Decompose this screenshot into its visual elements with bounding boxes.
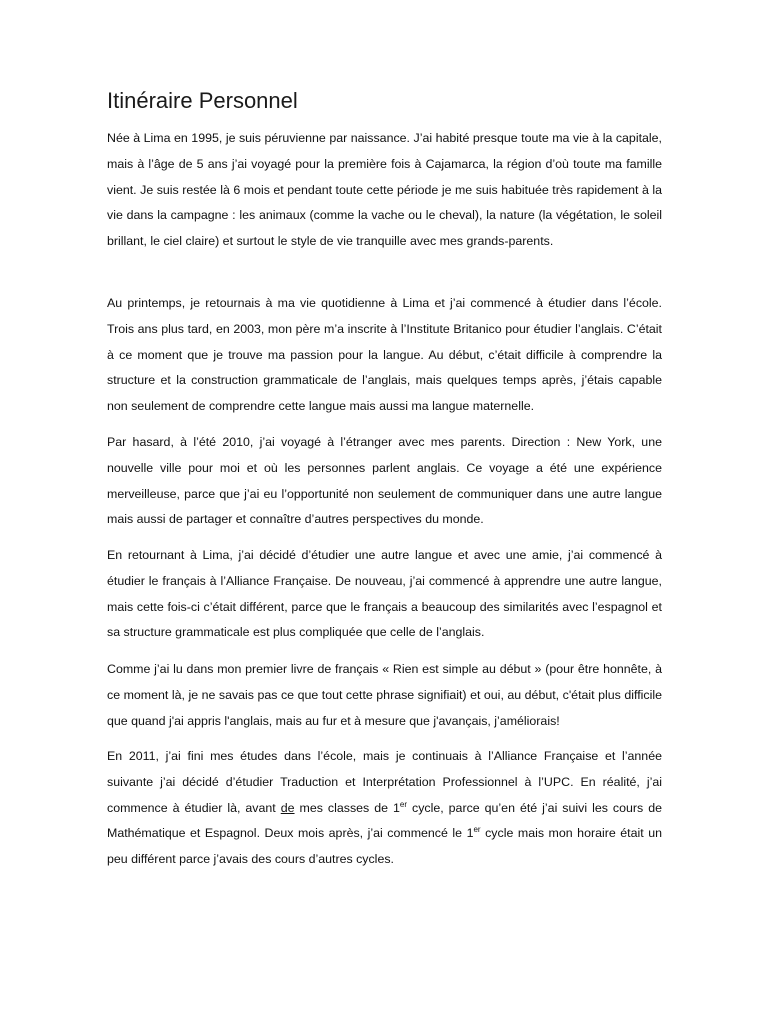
superscript-er-1: er (399, 799, 408, 809)
paragraph-6-text-4: cycle mais mon horaire était un peu différent parce j’avais des cours d’autres cycles. (107, 826, 662, 867)
paragraph-6 (107, 744, 662, 873)
paragraph-6-text-1: En 2011, j’ai fini mes études dans l’école, mais je continuais à l’Alliance Française et l’année suivante j’ai décidé d’étudier Traduction et Interprétation Professionnel à l’UPC. En réalité, j’ai commence à étudier là, avant (107, 749, 662, 815)
underlined-word: de (280, 800, 295, 815)
paragraph-1: Née à Lima en 1995, je suis péruvienne par naissance. J’ai habité presque toute ma vie à la capitale, mais à l’âge de 5 ans j’ai voyagé pour la première fois à Cajamarca, la région d’où toute ma famille vient. Je suis restée là 6 mois et pendant toute cette période je me suis habituée très rapidement à la vie dans la campagne : les animaux (comme la vache ou le cheval), la nature (la végétation, le soleil brillant, le ciel claire) et surtout le style de vie tranquille avec mes grands-parents. (107, 131, 662, 249)
paragraph-5: Comme j’ai lu dans mon premier livre de français « Rien est simple au début » (pour être honnête, à ce moment là, je ne savais pas ce que tout cette phrase signifiait) et oui, au début, c'était plus difficile que quand j'ai appris l'anglais, mais au fur et à mesure que j'avançais, j’améliorais! (107, 662, 662, 728)
paragraph-3: Par hasard, à l’été 2010, j’ai voyagé à l’étranger avec mes parents. Direction : New York, une nouvelle ville pour moi et où les personnes parlent anglais. Ce voyage a été une expérience merveilleuse, parce que j’ai eu l’opportunité non seulement de communiquer dans une autre langue mais aussi de partager et connaître d’autres perspectives du monde. (107, 435, 662, 527)
document-title: Itinéraire Personnel (107, 88, 298, 113)
paragraph-2: Au printemps, je retournais à ma vie quotidienne à Lima et j’ai commencé à étudier dans l’école. Trois ans plus tard, en 2003, mon père m’a inscrite à l’Institute Britanico pour étudier l’anglais. C’était à ce moment que je trouve ma passion pour la langue. Au début, c’était difficile à comprendre la structure et la construction grammaticale de l’anglais, mais quelques temps après, j’étais capable non seulement de comprendre cette langue mais aussi ma langue maternelle. (107, 296, 662, 414)
superscript-er-2: er (473, 825, 481, 835)
paragraph-6-text-3: cycle, parce qu’en été j’ai suivi les cours de Mathématique et Espagnol. Deux mois après, j’ai commencé le 1 (107, 800, 662, 841)
paragraph-4: En retournant à Lima, j’ai décidé d’étudier une autre langue et avec une amie, j’ai commencé à étudier le français à l’Alliance Française. De nouveau, j’ai commencé à apprendre une autre langue, mais cette fois-ci c’était différent, parce que le français a beaucoup des similarités avec l’espagnol et sa structure grammaticale est plus compliquée que celle de l’anglais. (107, 548, 662, 640)
paragraph-6-text-2: mes classes de 1 (294, 800, 400, 815)
